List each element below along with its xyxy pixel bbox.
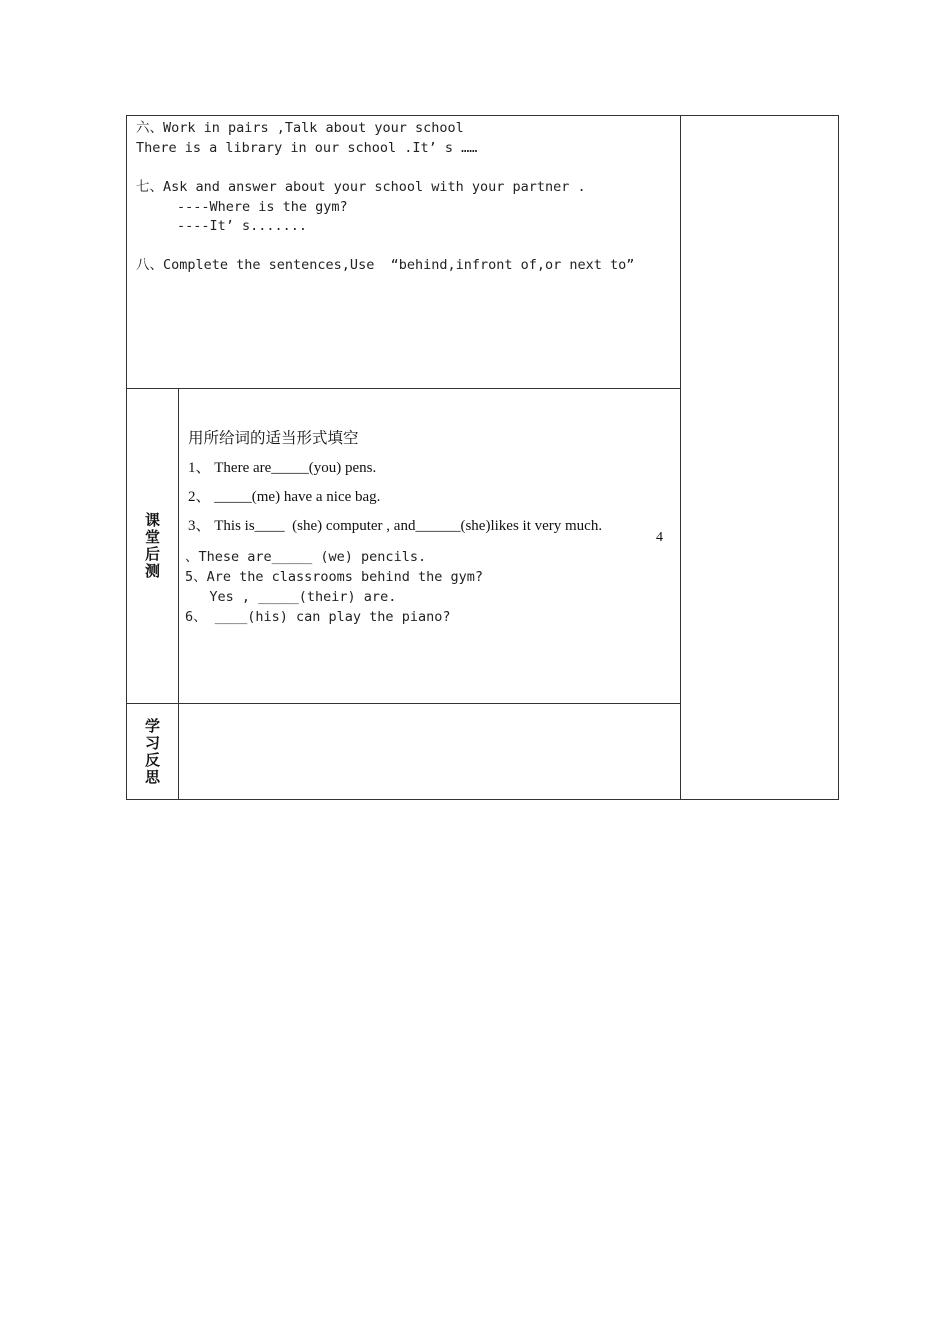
question-5: 5、Are the classrooms behind the gym? [185,569,483,585]
worksheet-table [126,115,839,800]
reflection-label-cell [127,704,179,800]
question-6: 6、 ____(his) can play the piano? [185,609,451,625]
item7-question: ----Where is the gym? [177,199,348,215]
test-label: 课堂后测 [144,511,160,580]
activity-cell [127,116,681,389]
test-label-cell [127,389,179,704]
item6-line: There is a library in our school .It’ s …… [136,140,478,156]
side-margin-cell [681,116,839,800]
test-heading: 用所给词的适当形式填空 [188,429,359,447]
test-content-cell [179,389,681,704]
reflection-label: 学习反思 [144,716,160,786]
item7-answer: ----It’ s....... [177,218,308,234]
reflection-content-cell[interactable] [179,704,681,800]
item6-title: 六、Work in pairs ,Talk about your school [136,120,464,136]
question-2: 2、 _____(me) have a nice bag. [188,489,381,505]
question-4-number: 4 [656,530,663,545]
question-1: 1、 There are_____(you) pens. [188,460,377,476]
activity-row [127,116,839,389]
question-3: 3、 This is____ (she) computer , and______(she)likes it very much. [188,518,603,534]
question-5-answer: Yes , _____(their) are. [185,589,397,605]
item8-title: 八、Complete the sentences,Use “behind,infront of,or next to” [136,257,635,273]
question-4: 、These are_____ (we) pencils. [185,549,427,565]
item7-title: 七、Ask and answer about your school with your partner . [136,179,586,195]
